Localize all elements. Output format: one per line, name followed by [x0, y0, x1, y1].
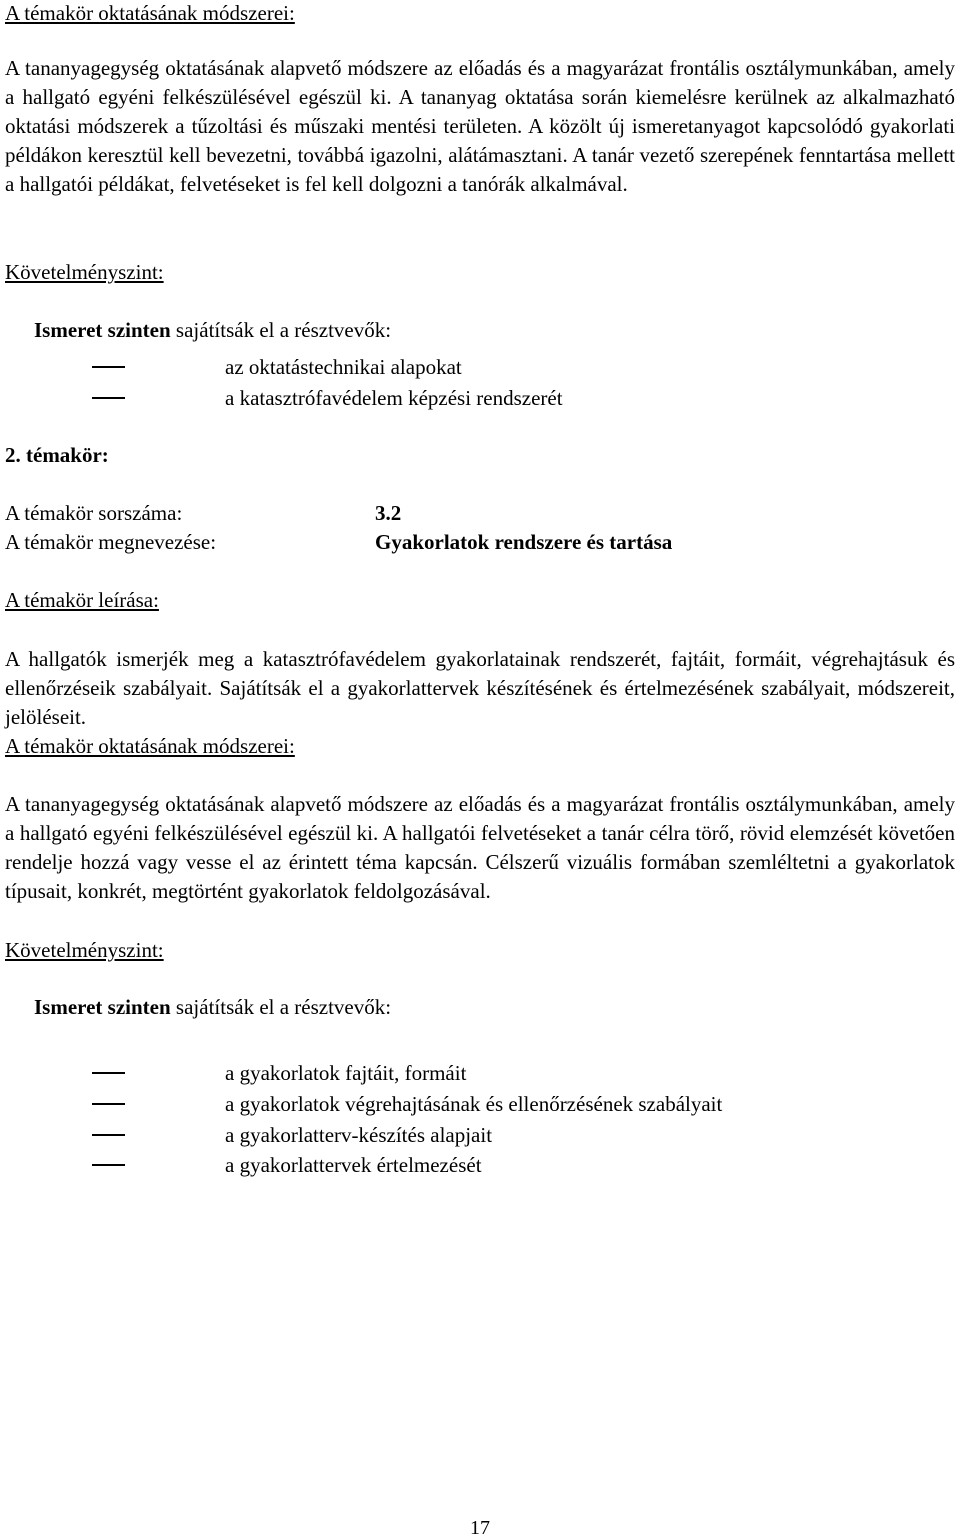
requirement-heading: Követelményszint:	[5, 260, 164, 284]
description-heading: A témakör leírása:	[5, 588, 159, 612]
list-item-text: az oktatástechnikai alapokat	[225, 355, 462, 379]
dash-bullet-icon	[92, 397, 125, 399]
list-item	[5, 1089, 955, 1119]
dash-bullet-icon	[92, 1134, 125, 1136]
list-item	[5, 1058, 955, 1088]
section-title: 2. témakör:	[5, 443, 109, 467]
requirement-lead-bold: Ismeret szinten	[34, 995, 171, 1019]
list-item	[5, 383, 955, 413]
requirement-lead-bold: Ismeret szinten	[34, 318, 171, 342]
list-item	[5, 1120, 955, 1150]
topic-number-label: A témakör sorszáma:	[5, 501, 183, 525]
topic-name-label: A témakör megnevezése:	[5, 530, 217, 554]
topic-number-value: 3.2	[375, 501, 402, 525]
topic-name-value: Gyakorlatok rendszere és tartása	[375, 530, 673, 554]
requirement-lead-rest: sajátítsák el a résztvevők:	[170, 318, 392, 342]
dash-bullet-icon	[92, 366, 125, 368]
dash-bullet-icon	[92, 1103, 125, 1105]
page-number: 17	[470, 1517, 490, 1539]
list-item	[5, 352, 955, 382]
list-item-text: a gyakorlatterv-készítés alapjait	[225, 1123, 493, 1147]
list-item-text: a gyakorlatok fajtáit, formáit	[225, 1061, 467, 1085]
requirement-lead	[34, 994, 391, 1020]
methods-heading: A témakör oktatásának módszerei:	[5, 734, 295, 758]
dash-bullet-icon	[92, 1164, 125, 1166]
list-item-text: a gyakorlattervek értelmezését	[225, 1153, 482, 1177]
dash-bullet-icon	[92, 1072, 125, 1074]
requirement-lead	[34, 317, 391, 343]
methods-paragraph: A tananyagegység oktatásának alapvető módszere az előadás és a magyarázat frontális osztálymunkában, amely a hallgató egyéni felkészülésével egészül ki. A tananyag oktatása során kiemelésre kerülnek az alkalmazható oktatási módszerek a tűzoltási és műszaki mentési területen. A közölt új ismeretanyagot kapcsolódó gyakorlati példákon keresztül kell bevezetni, továbbá igazolni, alátámasztani. A tanár vezető szerepének fenntartása mellett a hallgatói példákat, felvetéseket is fel kell dolgozni a tanórák alkalmával.	[5, 56, 955, 196]
list-item	[5, 1150, 955, 1180]
description-paragraph: A hallgatók ismerjék meg a katasztrófavédelem gyakorlatainak rendszerét, fajtáit, formáit, végrehajtásuk és ellenőrzéseik szabályait. Sajátítsák el a gyakorlattervek készítésének és értelmezésének szabályait, módszereit, jelöléseit.	[5, 647, 955, 729]
list-item-text: a gyakorlatok végrehajtásának és ellenőrzésének szabályait	[225, 1092, 723, 1116]
requirement-heading: Követelményszint:	[5, 938, 164, 962]
requirement-lead-rest: sajátítsák el a résztvevők:	[170, 995, 392, 1019]
methods-paragraph: A tananyagegység oktatásának alapvető módszere az előadás és a magyarázat frontális osztálymunkában, amely a hallgató egyéni felkészülésével egészül ki. A hallgatói felvetéseket a tanár célra törő, rövid elemzését követően rendelje hozzá vagy vesse el az érintett téma kapcsán. Célszerű vizuális formában szemléltetni a gyakorlatok típusait, konkrét, megtörtént gyakorlatok feldolgozásával.	[5, 792, 955, 903]
methods-heading: A témakör oktatásának módszerei:	[5, 1, 295, 25]
list-item-text: a katasztrófavédelem képzési rendszerét	[225, 386, 563, 410]
